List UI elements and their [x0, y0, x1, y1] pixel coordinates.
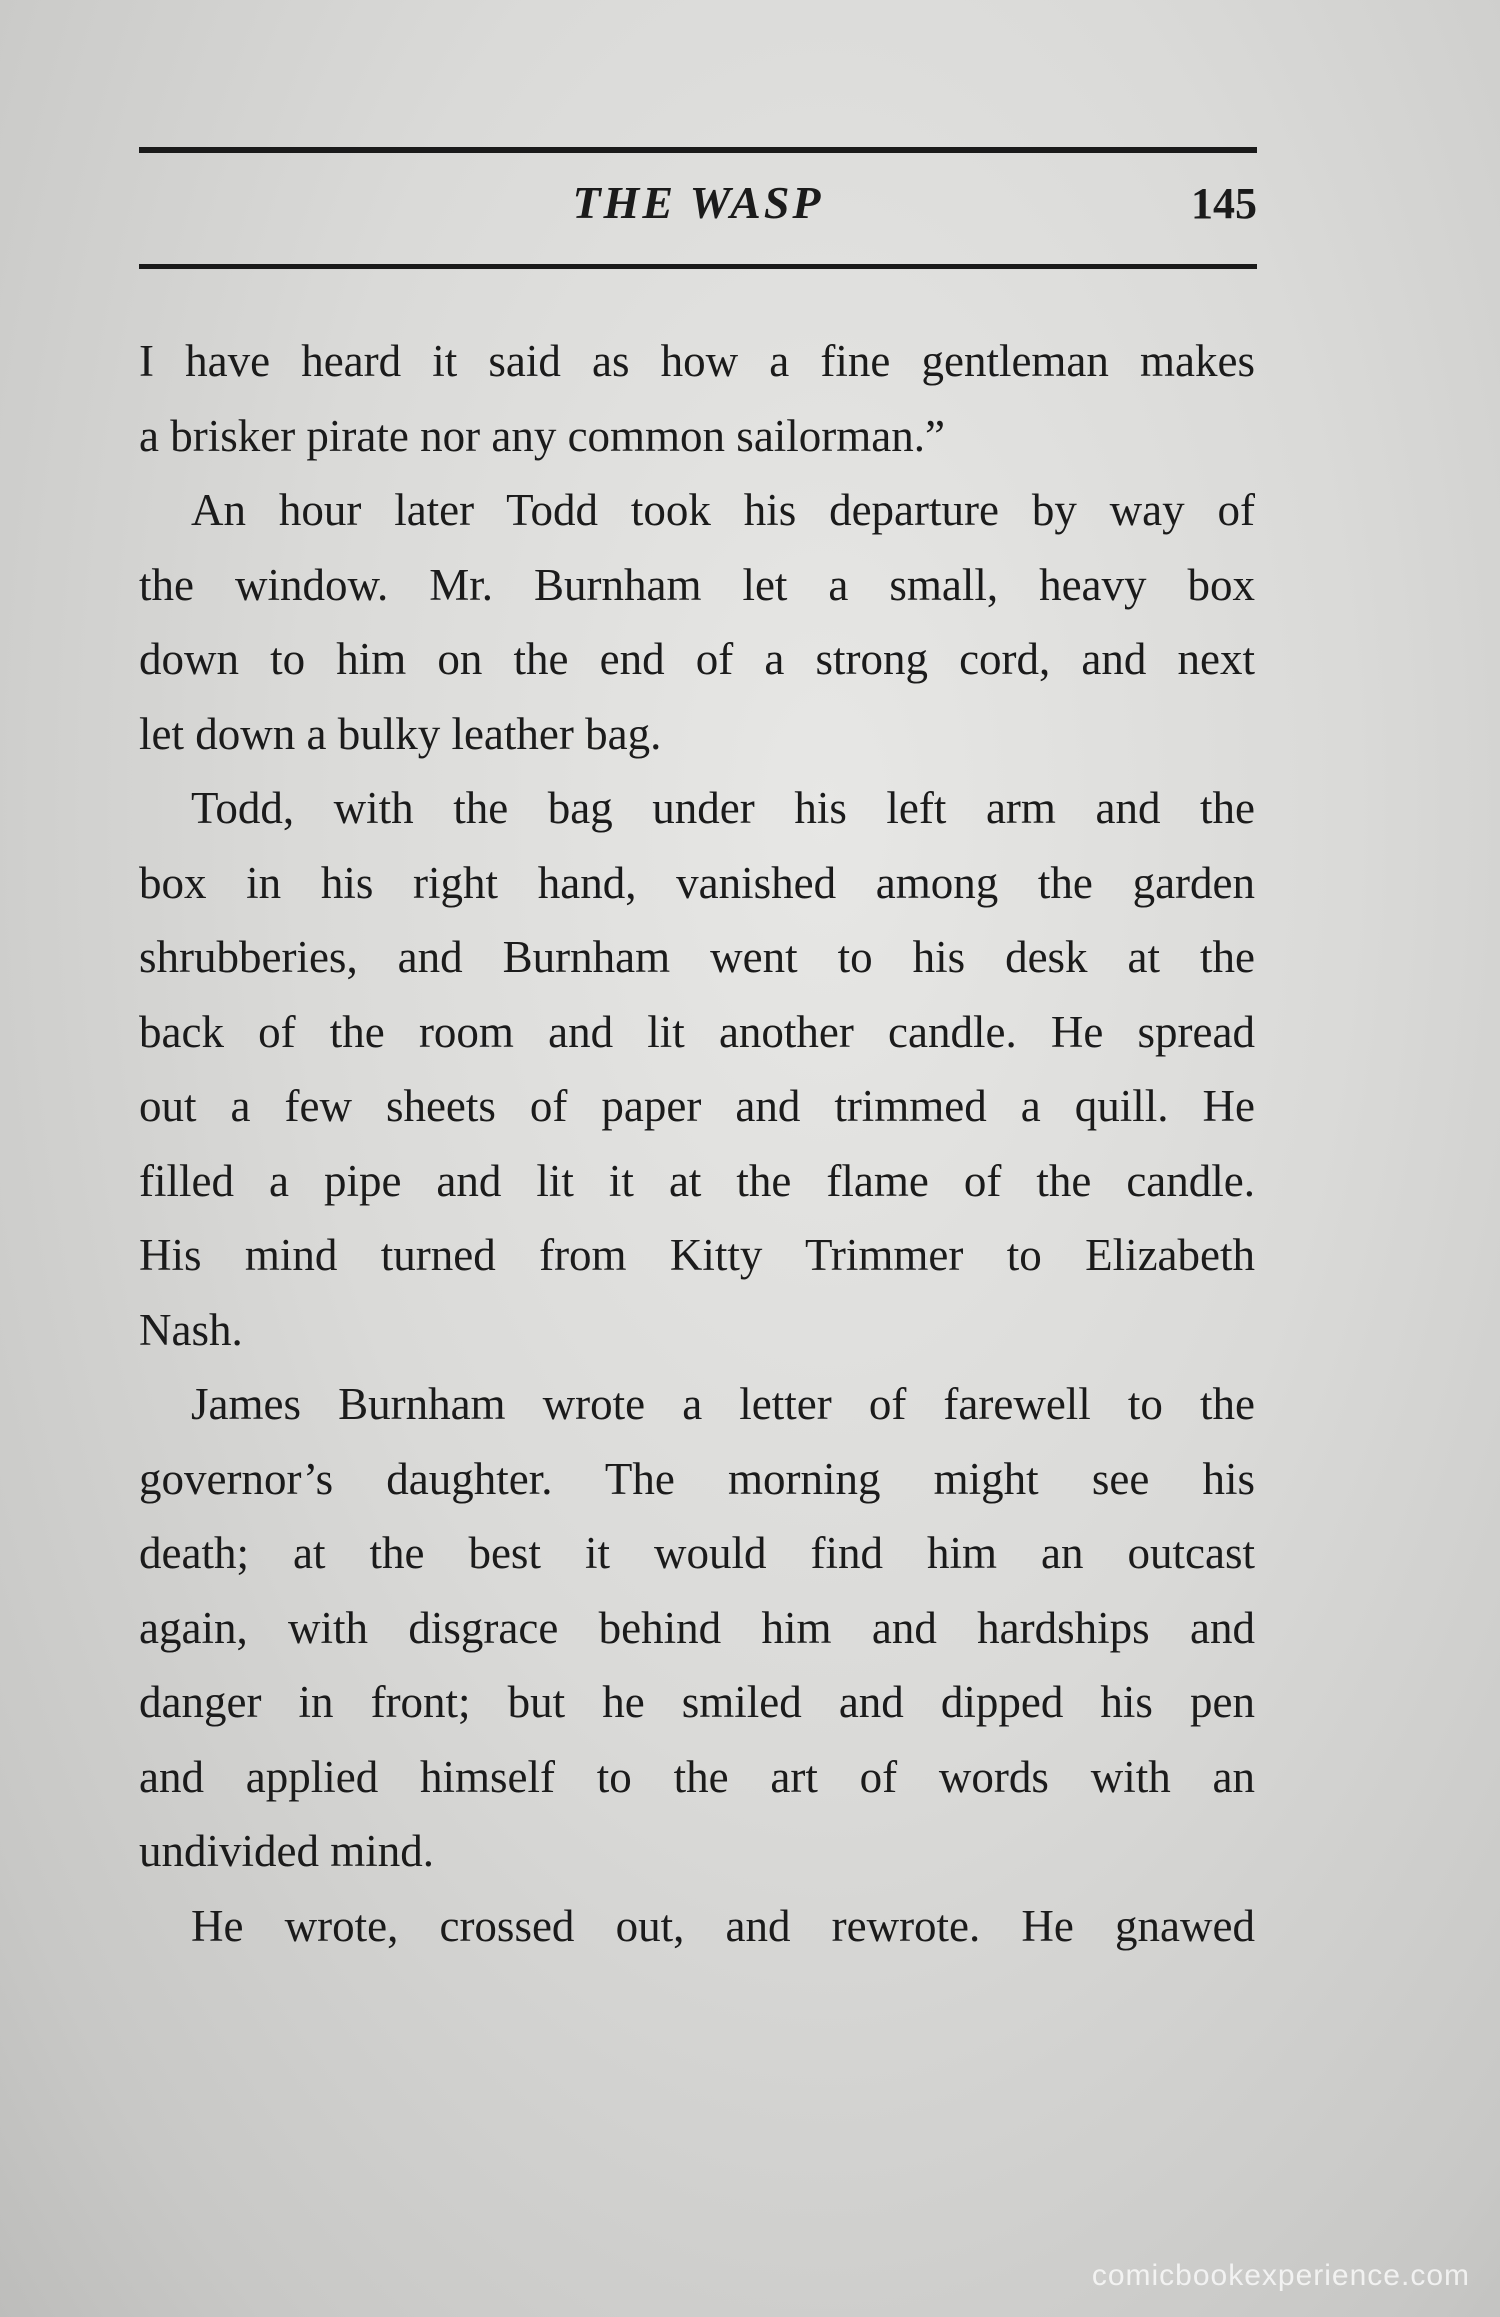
text-line: down to him on the end of a strong cord, and next [139, 634, 1255, 684]
text-line: let down a bulky leather bag. [139, 708, 662, 759]
body-text [139, 324, 1255, 1963]
text-line: His mind turned from Kitty Trimmer to Elizabeth [139, 1230, 1255, 1280]
text-line: governor’s daughter. The morning might see his [139, 1453, 1255, 1504]
running-title: THE WASP [572, 177, 824, 228]
text-line: James Burnham wrote a letter of farewell to the [191, 1379, 1255, 1429]
text-line: a brisker pirate nor any common sailorman.” [139, 410, 945, 461]
text-line: Nash. [139, 1304, 243, 1355]
watermark: comicbookexperience.com [1091, 2259, 1470, 2292]
header-top-rule [139, 147, 1257, 153]
text-line: and applied himself to the art of words with an [139, 1751, 1255, 1802]
text-line: undivided mind. [139, 1826, 434, 1876]
text-line: I have heard it said as how a fine gentleman makes [139, 336, 1255, 386]
text-line: Todd, with the bag under his left arm and the [191, 783, 1255, 833]
text-line: filled a pipe and lit it at the flame of the candle. [139, 1155, 1255, 1206]
header-bottom-rule [139, 264, 1257, 269]
text-line: back of the room and lit another candle. He spread [139, 1006, 1255, 1057]
text-line: box in his right hand, vanished among the garden [139, 857, 1255, 908]
text-line: death; at the best it would find him an outcast [139, 1528, 1255, 1578]
text-line: out a few sheets of paper and trimmed a quill. He [139, 1081, 1255, 1131]
text-line: danger in front; but he smiled and dipped his pen [139, 1677, 1255, 1727]
text-line: An hour later Todd took his departure by way of [191, 485, 1255, 535]
text-line: shrubberies, and Burnham went to his desk at the [139, 932, 1255, 982]
text-line: He wrote, crossed out, and rewrote. He gnawed [191, 1900, 1255, 1951]
text-line: the window. Mr. Burnham let a small, heavy box [139, 559, 1255, 610]
page-number: 145 [1191, 179, 1257, 228]
text-line: again, with disgrace behind him and hardships and [139, 1602, 1255, 1653]
